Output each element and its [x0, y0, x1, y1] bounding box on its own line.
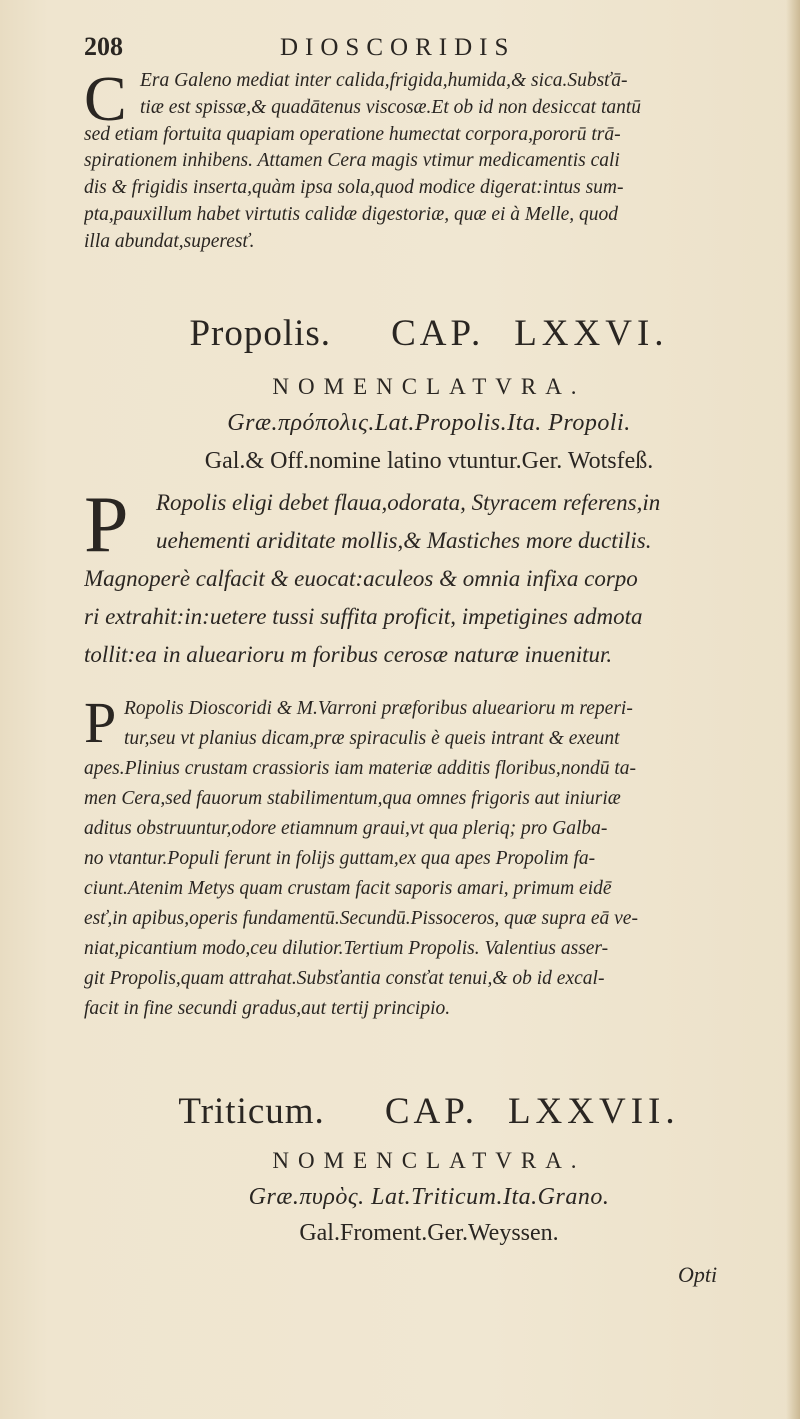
chapter-title: Propolis. [189, 313, 332, 354]
drop-cap: P [84, 690, 117, 755]
text-line: Magnoperè calfacit & euocat:aculeos & omnia infixa corpo [84, 566, 638, 591]
drop-cap: C [84, 63, 127, 134]
running-title: DIOSCORIDIS [280, 34, 516, 61]
chapter-number: LXXVII. [507, 1091, 680, 1132]
propolis-commentary [84, 690, 774, 1024]
text-line: no vtantur.Populi ferunt in folijs guttam,ex qua apes Propolim fa- [84, 848, 596, 869]
drop-cap: P [84, 481, 129, 569]
text-line: men Cera,sed fauorum stabilimentum,qua omnes frigoris aut iniuriæ [84, 788, 621, 809]
text-line: apes.Plinius crustam crassioris iam materiæ additis floribus,nondū ta- [84, 758, 636, 779]
names-line-2: Gal.& Off.nomine latino vtuntur.Ger. Wotsfeß. [204, 448, 654, 474]
text-line: niat,picantium modo,ceu dilutior.Tertium Propolis. Valentius asser- [84, 938, 609, 959]
text-line: Era Galeno mediat inter calida,frigida,humida,& sica.Subsťā- [140, 70, 628, 91]
catchword: Opti [678, 1262, 718, 1287]
text-line: tollit:ea in aluearioru m foribus cerosæ naturæ inuenitur. [84, 642, 613, 667]
chapter-title: Triticum. [178, 1091, 325, 1132]
text-line: ciunt.Atenim Metys quam crustam facit saporis amari, primum eidē [84, 878, 612, 899]
propolis-text [84, 481, 774, 674]
text-line: git Propolis,quam attrahat.Subsťantia consťat tenui,& ob id excal- [84, 968, 605, 989]
chapter-number: LXXVI. [514, 313, 669, 354]
intro-paragraph [84, 63, 774, 256]
running-head [84, 28, 704, 68]
names-line: Græ.πρόπολις.Lat.Propolis.Ita. Propoli. [227, 410, 631, 436]
nomenclatura-heading: NOMENCLATVRA. [272, 1148, 586, 1173]
chapter-cap: CAP. [391, 313, 485, 354]
page-number: 208 [84, 32, 123, 61]
text-line: esť,in apibus,operis fundamentū.Secundū.Pissoceros, quæ supra eā ve- [84, 908, 638, 929]
names-line: Græ.πυρὸς. Lat.Triticum.Ita.Grano. [248, 1184, 610, 1210]
text-line: sed etiam fortuita quapiam operatione humectat corpora,pororū trā- [84, 123, 621, 145]
text-line: pta,pauxillum habet virtutis calidæ digestoriæ, quæ ei à Melle, quod [84, 203, 619, 225]
text-line: tiæ est spissæ,& quadātenus viscosæ.Et ob id non desiccat tantū [140, 96, 642, 118]
names-line-2: Gal.Froment.Ger.Weyssen. [299, 1220, 559, 1246]
text-line: spirationem inhibens. Attamen Cera magis vtimur medicamentis cali [84, 150, 620, 172]
page-edge [786, 0, 800, 1419]
text-line: facit in fine secundi gradus,aut tertij principio. [84, 998, 451, 1019]
text-line: illa abundat,superesť. [84, 230, 255, 252]
nomenclatura-heading: NOMENCLATVRA. [272, 374, 586, 399]
text-line: uehementi ariditate mollis,& Mastiches more ductilis. [156, 528, 652, 553]
text-line: aditus obstruuntur,odore etiamnum graui,vt qua pleriq; pro Galba- [84, 818, 608, 839]
chapter-heading [84, 312, 774, 355]
text-line: dis & frigidis inserta,quàm ipsa sola,quod modice digerat:intus sum- [84, 177, 624, 199]
chapter-heading [84, 1090, 774, 1133]
text-line: Ropolis eligi debet flaua,odorata, Styracem referens,in [156, 490, 661, 515]
text-line: tur,seu vt planius dicam,præ spiraculis è queis intrant & exeunt [124, 728, 620, 749]
text-line: ri extrahit:in:uetere tussi suffita proficit, impetigines admota [84, 604, 643, 629]
text-line: Ropolis Dioscoridi & M.Varroni præforibus aluearioru m reperi- [124, 698, 633, 719]
chapter-cap: CAP. [384, 1091, 478, 1132]
